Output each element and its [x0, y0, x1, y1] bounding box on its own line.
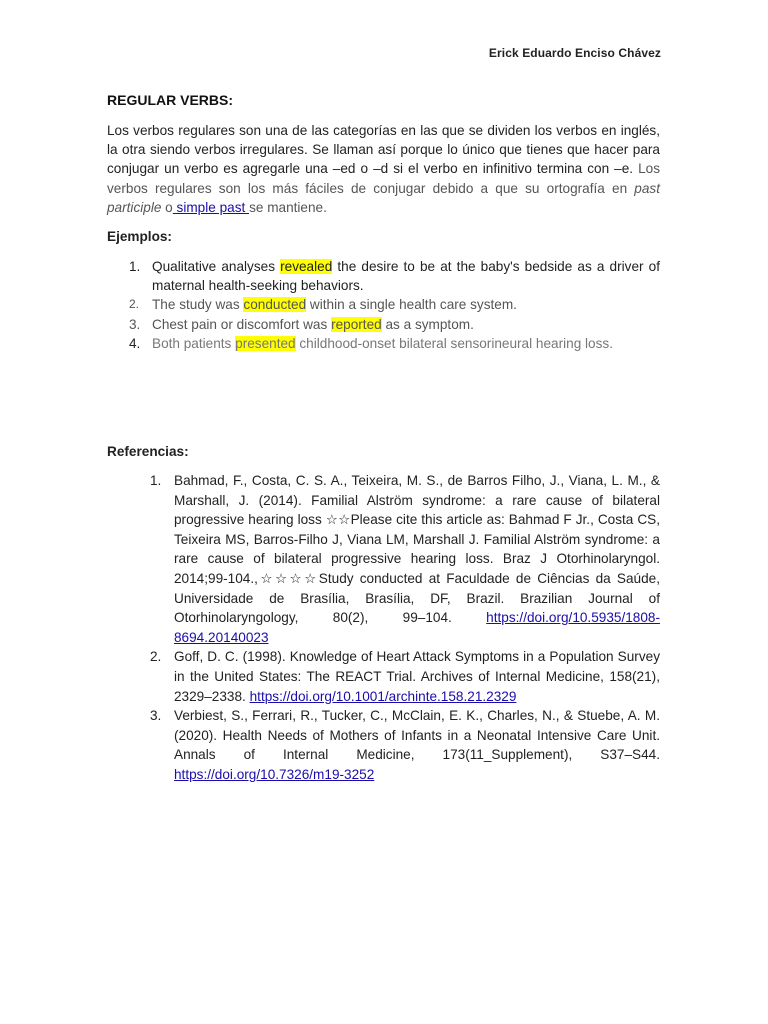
examples-title: Ejemplos: [107, 229, 172, 244]
intro-text-4: se mantiene. [249, 199, 327, 215]
highlighted-verb: revealed [280, 259, 333, 274]
reference-number: 3. [150, 708, 162, 724]
highlighted-verb: reported [331, 316, 382, 332]
example-text-before: The study was [152, 297, 244, 313]
section-title: REGULAR VERBS: [107, 92, 234, 108]
author-name: Erick Eduardo Enciso Chávez [488, 46, 661, 60]
reference-doi-link[interactable]: https://doi.org/10.7326/m19-3252 [174, 766, 375, 782]
highlighted-verb: presented [235, 335, 296, 351]
reference-item [150, 647, 660, 706]
references-list [150, 471, 660, 785]
reference-number: 2. [150, 649, 162, 665]
example-item [107, 334, 660, 353]
example-item [107, 257, 660, 295]
example-number: 3. [129, 316, 141, 332]
intro-text-1: Los verbos regulares son una de las categorías en las que se dividen los verbos en inglés, la otra siendo verbos irregulares. Se llaman así porque lo único que tienes que hacer para conjugar un verbo es agregarle una –ed o –d si el verbo en infinitivo termina con –e. [107, 123, 660, 177]
example-text-after: childhood-onset bilateral sensorineural hearing loss. [295, 335, 613, 351]
example-number: 1. [129, 259, 141, 274]
example-text-after: as a symptom. [381, 316, 474, 332]
example-text-before: Both patients [152, 335, 236, 351]
intro-text-2: Los verbos regulares son los más fáciles de conjugar debido a que su ortografía en [107, 161, 660, 196]
intro-text-3: o [161, 199, 173, 215]
intro-italic-term: past participle [107, 180, 660, 215]
example-text-after: the desire to be at the baby's bedside as a driver of maternal health-seeking behaviors. [152, 259, 660, 294]
example-number: 2. [129, 297, 140, 312]
simple-past-link[interactable]: simple past [172, 199, 250, 215]
highlighted-verb: conducted [243, 297, 307, 313]
example-text-before: Chest pain or discomfort was [152, 316, 332, 332]
example-item [107, 295, 660, 314]
reference-doi-link[interactable]: https://doi.org/10.5935/1808-8694.20140023 [174, 610, 660, 645]
reference-text: Goff, D. C. (1998). Knowledge of Heart Attack Symptoms in a Population Survey in the United States: The REACT Trial. Archives of Internal Medicine, 158(21), 2329–2338. [174, 649, 660, 704]
example-text-before: Qualitative analyses [152, 259, 281, 274]
reference-item [150, 471, 660, 647]
intro-paragraph [107, 121, 660, 217]
examples-list [107, 257, 660, 353]
reference-text: Verbiest, S., Ferrari, R., Tucker, C., McClain, E. K., Charles, N., & Stuebe, A. M. (2020). Health Needs of Mothers of Infants in a Neonatal Intensive Care Unit. Annals of Internal Medicine, 173(11_Supplement), S37–S44. [174, 708, 660, 763]
reference-item [150, 706, 660, 784]
reference-number: 1. [150, 473, 162, 488]
reference-doi-link[interactable]: https://doi.org/10.1001/archinte.158.21.2329 [249, 688, 517, 704]
example-number: 4. [129, 335, 141, 351]
reference-text: Bahmad, F., Costa, C. S. A., Teixeira, M. S., de Barros Filho, J., Viana, L. M., & Marshall, J. (2014). Familial Alström syndrome: a rare cause of bilateral progressive hearing loss ☆☆Please cite this article as: Bahmad F Jr., Costa CS, Teixeira MS, Barros-Filho J, Viana LM, Marshall J. Familial Alström syndrome: a rare cause of bilateral progressive hearing loss. Braz J Otorhinolaryngol. 2014;99-104.,☆☆☆☆Study conducted at Faculdade de Ciências da Saúde, Universidade de Brasília, Brasília, DF, Brazil. Brazilian Journal of Otorhinolaryngology, 80(2), 99–104. [174, 473, 660, 626]
references-title: Referencias: [107, 444, 189, 459]
example-item [107, 315, 660, 334]
example-text-after: within a single health care system. [306, 297, 517, 313]
